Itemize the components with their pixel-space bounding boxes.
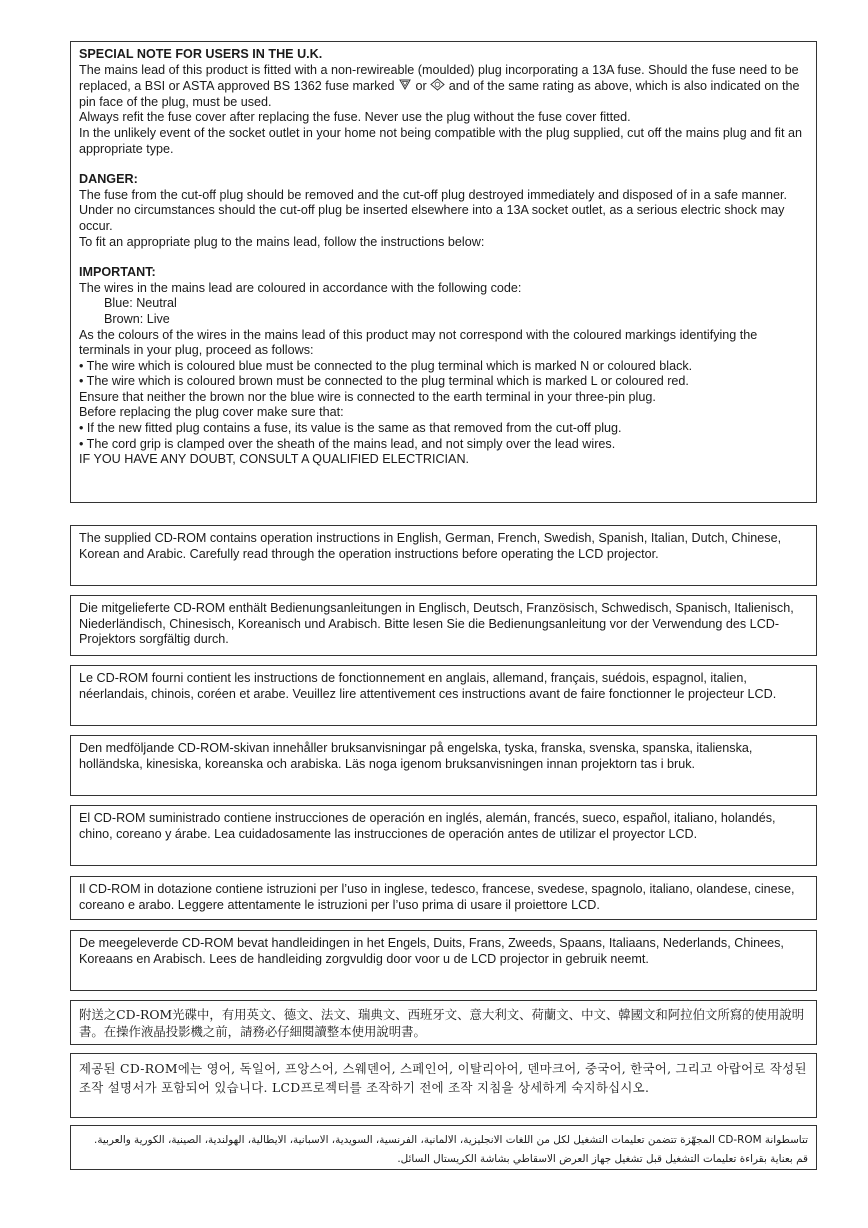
wire-code-blue: Blue: Neutral — [104, 296, 177, 311]
important-bullet: • If the new fitted plug contains a fuse, its value is the same as that removed from the cut-off plug. — [79, 421, 622, 436]
danger-title: DANGER: — [79, 172, 138, 187]
cdrom-note-text: El CD-ROM suministrado contiene instrucciones de operación en inglés, alemán, francés, sueco, español, italiano, holandés, chino, coreano y árabe. Lea cuidadosamente las instrucciones de operación antes de utilizar el proyector LCD. — [79, 811, 776, 841]
cdrom-note-german — [70, 595, 817, 656]
cdrom-note-french — [70, 665, 817, 726]
cdrom-note-swedish — [70, 735, 817, 796]
danger-paragraph: Under no circumstances should the cut-off plug be inserted elsewhere into a 13A socket outlet, as a serious electric shock may occur. — [79, 203, 785, 233]
important-bullet: • The cord grip is clamped over the sheath of the mains lead, and not simply over the lead wires. — [79, 436, 616, 451]
uk-note-paragraph: Always refit the fuse cover after replacing the fuse. Never use the plug without the fuse cover fitted. — [79, 110, 631, 125]
important-bullet: • The wire which is coloured blue must be connected to the plug terminal which is marked N or coloured black. — [79, 358, 693, 373]
uk-note-paragraph: In the unlikely event of the socket outlet in your home not being compatible with the plug supplied, cut off the mains plug and fit an appropriate type. — [79, 125, 802, 156]
cdrom-note-text: Den medföljande CD-ROM-skivan innehåller bruksanvisningar på engelska, tyska, franska, svenska, spanska, italienska, holländska, kinesiska, koreanska och arabiska. Läs noga igenom bruksanvisningen innan projektorn tas i bruk. — [79, 741, 753, 771]
cdrom-note-arabic — [70, 1125, 817, 1170]
danger-paragraph: To fit an appropriate plug to the mains lead, follow the instructions below: — [79, 234, 485, 249]
important-bullet: • The wire which is coloured brown must be connected to the plug terminal which is marked L or coloured red. — [79, 374, 689, 389]
bsi-kitemark-icon — [398, 78, 412, 93]
cdrom-note-text: Il CD-ROM in dotazione contiene istruzioni per l’uso in inglese, tedesco, francese, svedese, spagnolo, italiano, olandese, cinese, coreano e arabo. Leggere attentamente le istruzioni per l’uso prima di usare il proiettore LCD. — [79, 882, 795, 912]
cdrom-note-italian — [70, 876, 817, 920]
cdrom-note-text: De meegeleverde CD-ROM bevat handleidingen in het Engels, Duits, Frans, Zweeds, Spaans, Italiaans, Nederlands, Chinees, Koreaans en Arabisch. Lees de handleiding zorgvuldig door voor u de LCD projector in gebruik neemt. — [79, 936, 784, 966]
wire-code-brown: Brown: Live — [104, 311, 170, 326]
cdrom-note-english — [70, 525, 817, 586]
important-paragraph: Ensure that neither the brown nor the blue wire is connected to the earth terminal in your three-pin plug. — [79, 389, 656, 404]
cdrom-note-text: تتاسطوانة CD-ROM المجهّزة تتضمن تعليمات التشغيل لكل من اللغات الانجليزية، الالمانية، الفرنسية، السويدية، الاسبانية، الايطالية، الهولندية، الصينية، الكورية والعربية. قم بعناية بقراءة تعليمات التشغيل قبل تشغيل جهاز العرض الاسقاطي بشاشة الكريستال السائل. — [94, 1134, 808, 1165]
cdrom-note-spanish — [70, 805, 817, 866]
uk-special-note — [70, 41, 817, 503]
cdrom-note-text: 제공된 CD-ROM에는 영어, 독일어, 프앙스어, 스웨덴어, 스페인어, 이탈리아어, 덴마크어, 중국어, 한국어, 그리고 아랍어로 작성된 조작 설명서가 포함되어 있습니다. LCD프로젝터를 조작하기 전에 조작 지침을 상세하게 숙지하십시오. — [79, 1061, 807, 1095]
cdrom-note-dutch — [70, 930, 817, 991]
important-paragraph: The wires in the mains lead are coloured in accordance with the following code: — [79, 280, 522, 295]
important-paragraph: Before replacing the plug cover make sure that: — [79, 405, 344, 420]
cdrom-note-chinese — [70, 1000, 817, 1045]
uk-note-title: SPECIAL NOTE FOR USERS IN THE U.K. — [79, 47, 323, 61]
cdrom-note-text: The supplied CD-ROM contains operation instructions in English, German, French, Swedish, Spanish, Italian, Dutch, Chinese, Korean and Arabic. Carefully read through the operation instructions before operating the LCD projector. — [79, 531, 782, 561]
important-paragraph: IF YOU HAVE ANY DOUBT, CONSULT A QUALIFIED ELECTRICIAN. — [79, 452, 470, 467]
important-paragraph: As the colours of the wires in the mains lead of this product may not correspond with the coloured markings identifying the terminals in your plug, proceed as follows: — [79, 327, 758, 358]
cdrom-note-text: Die mitgelieferte CD-ROM enthält Bedienungsanleitungen in Englisch, Deutsch, Französisch, Schwedisch, Spanisch, Italienisch, Niederländisch, Chinesisch, Koreanisch und Arabisch. Bitte lesen Sie die Bedienungsanleitung vor der Verwendung des LCD-Projektors sorgfältig durch. — [79, 601, 794, 647]
asta-mark-icon — [430, 78, 445, 93]
cdrom-note-text: 附送之CD-ROM光碟中，有用英文、德文、法文、瑞典文、西班牙文、意大利文、荷蘭文、中文、韓國文和阿拉伯文所寫的使用說明書。在操作液晶投影機之前，請務必仔細閱讀整本使用說明書。 — [79, 1007, 805, 1039]
cdrom-note-text: Le CD-ROM fourni contient les instructions de fonctionnement en anglais, allemand, français, suédois, espagnol, italien, néerlandais, chinois, coréen et arabe. Veuillez lire attentivement ces instructions avant de faire fonctionner le projecteur LCD. — [79, 671, 777, 701]
danger-paragraph: The fuse from the cut-off plug should be removed and the cut-off plug destroyed immediately and disposed of in a safe manner. — [79, 187, 788, 202]
important-title: IMPORTANT: — [79, 265, 156, 280]
cdrom-note-korean — [70, 1053, 817, 1118]
uk-note-paragraph: The mains lead of this product is fitted with a non-rewireable (moulded) plug incorporating a 13A fuse. Should the fuse need to be replaced, a BSI or ASTA approved BS 1362 fuse marked or and of the same rating as above, which is also indicated on the pin face of the plug, must be used. — [79, 62, 800, 109]
